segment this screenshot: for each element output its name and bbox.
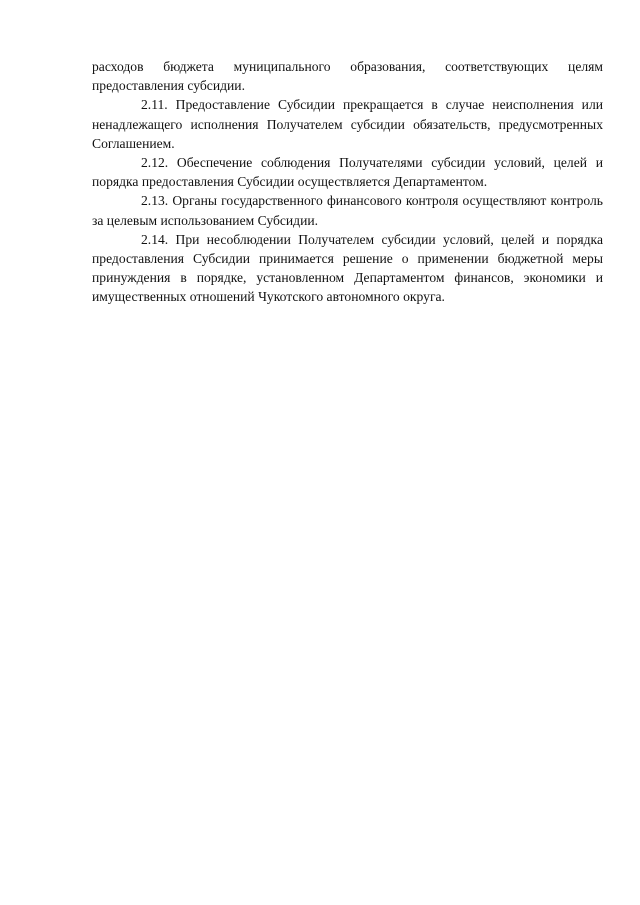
paragraph-continuation: расходов бюджета муниципального образования, соответствующих целям предоставления субсидии. bbox=[92, 59, 603, 94]
paragraph-clause-2-14: 2.14. При несоблюдении Получателем субсидии условий, целей и порядка предоставления Субсидии принимается решение о применении бюджетной меры принуждения в порядке, установленном Департаментом финансов, экономики и имущественных отношений Чукотского автономного округа. bbox=[92, 231, 603, 305]
paragraph-clause-2-11: 2.11. Предоставление Субсидии прекращается в случае неисполнения или ненадлежащего исполнения Получателем субсидии обязательств, предусмотренных Соглашением. bbox=[92, 97, 603, 151]
paragraph-clause-2-12: 2.12. Обеспечение соблюдения Получателями субсидии условий, целей и порядка предоставления Субсидии осуществляется Департаментом. bbox=[92, 155, 603, 190]
document-body bbox=[92, 57, 603, 307]
paragraph-clause-2-13: 2.13. Органы государственного финансового контроля осуществляют контроль за целевым использованием Субсидии. bbox=[92, 193, 603, 228]
